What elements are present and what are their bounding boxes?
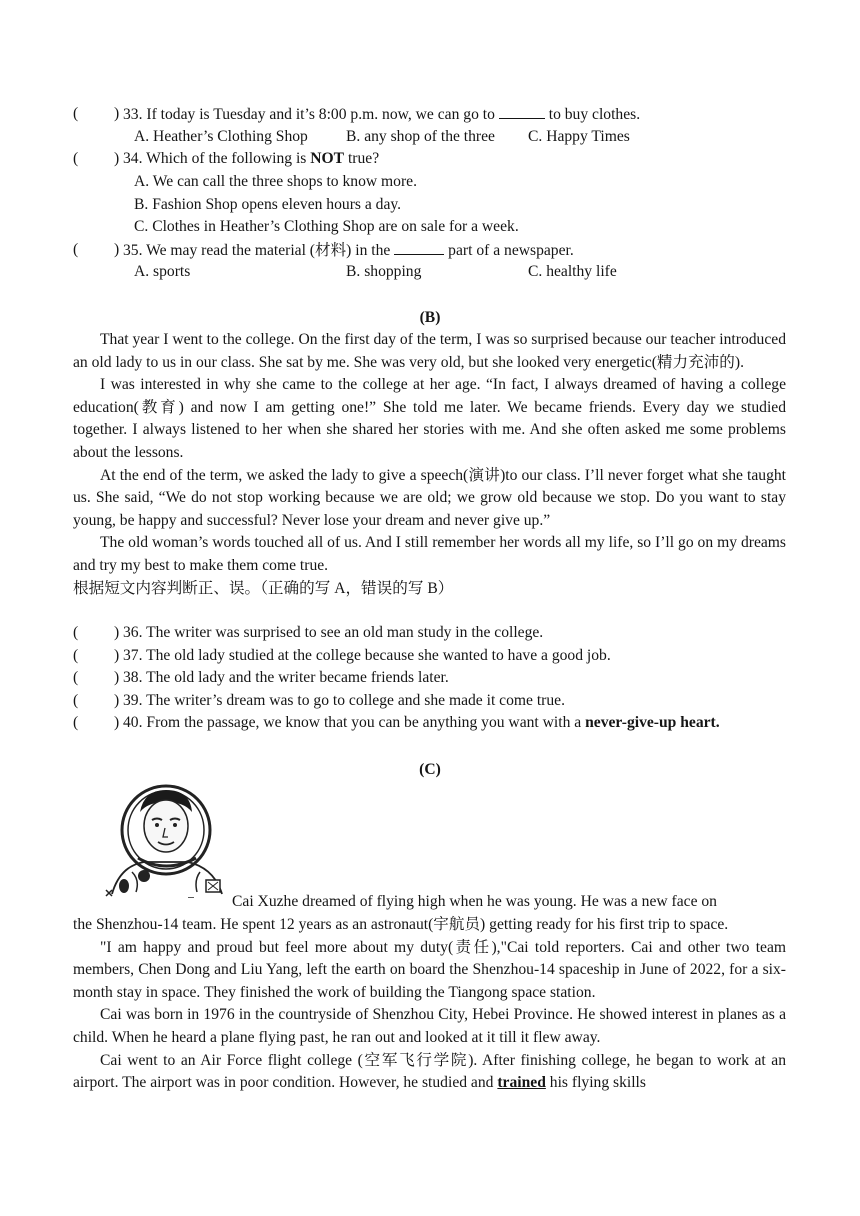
passage-paragraph: I was interested in why she came to the college at her age. “In fact, I always dreamed of having a college education(教育) and now I am getting one!” She told me later. We became friends. Every day we studied together. I always listened to her when she shared her stories with me. And she often asked me some problems about the lessons.	[73, 376, 786, 461]
question-text: 40. From the passage, we know that you can be anything you want with a	[123, 714, 582, 731]
passage-text: Cai went to an Air Force flight college (空军飞行学院). After finishing college, he began to work at an airport. The airport was in poor condition. However, he studied and	[73, 1051, 786, 1092]
instruction-text: 根据短文内容判断正、误。（正确的写 A，错误的写 B）	[73, 579, 454, 597]
answer-paren-close: )	[114, 692, 120, 709]
answer-blank	[499, 104, 545, 119]
question-text: 33. If today is Tuesday and it’s 8:00 p.m. now, we can go to	[123, 106, 495, 123]
passage-paragraph: the Shenzhou-14 team. He spent 12 years as an astronaut(宇航员) getting ready for his first trip to space.	[73, 916, 729, 933]
emphasis-not: NOT	[310, 150, 345, 167]
answer-paren-open: (	[73, 714, 79, 731]
answer-paren-open: (	[73, 150, 79, 167]
passage-paragraph: Cai was born in 1976 in the countryside of Shenzhou City, Hebei Province. He showed interest in planes as a child. When he heard a plane flying past, he ran out and looked at it till it flew away.	[73, 1006, 786, 1046]
answer-paren-open: (	[73, 105, 79, 122]
section-b-passage	[73, 329, 786, 600]
answer-paren-close: )	[114, 105, 120, 122]
answer-paren-open: (	[73, 692, 79, 709]
question-text: 34. Which of the following is	[123, 150, 307, 167]
question-text: 37. The old lady studied at the college because she wanted to have a good job.	[123, 647, 611, 664]
underlined-word: trained	[497, 1074, 546, 1092]
answer-blank	[394, 240, 444, 255]
answer-paren-open: (	[73, 241, 79, 258]
answer-paren-open: (	[73, 647, 79, 664]
section-c-passage	[73, 914, 786, 1095]
question-text-after: part of a newspaper.	[448, 242, 574, 259]
option-a: A. Heather’s Clothing Shop	[134, 128, 308, 145]
option-a: A. sports	[134, 263, 191, 280]
question-text: 39. The writer’s dream was to go to college and she made it come true.	[123, 692, 565, 709]
answer-paren-open: (	[73, 624, 79, 641]
answer-paren-close: )	[114, 241, 120, 258]
astronaut-illustration	[104, 782, 230, 898]
answer-paren-close: )	[114, 714, 120, 731]
option-c: C. Happy Times	[528, 128, 630, 145]
question-40-text	[123, 713, 720, 733]
question-34-text	[123, 149, 379, 169]
question-text-after: to buy clothes.	[548, 106, 641, 123]
passage-paragraph-last	[73, 1050, 786, 1095]
passage-paragraph: "I am happy and proud but feel more about my duty(责任),"Cai told reporters. Cai and other two team members, Chen Dong and Liu Yang, left the earth on board the Shenzhou-14 spaceship in June of 2022, for a six-month stay in space. They finished the work of building the Tiangong space station.	[73, 938, 786, 1001]
answer-paren-close: )	[114, 150, 120, 167]
option-b: B. any shop of the three	[346, 128, 495, 145]
section-c-first-line: Cai Xuzhe dreamed of flying high when he was young. He was a new face on	[232, 893, 717, 910]
question-text: 38. The old lady and the writer became friends later.	[123, 669, 449, 686]
question-text-after: true?	[347, 150, 380, 167]
answer-paren-open: (	[73, 669, 79, 686]
emphasis-phrase: never-give-up heart.	[585, 714, 720, 731]
question-35-text	[123, 240, 574, 261]
answer-paren-close: )	[114, 647, 120, 664]
passage-text-after: his flying skills	[549, 1074, 646, 1092]
section-c-heading: (C)	[419, 761, 441, 778]
option-a: A. We can call the three shops to know more.	[134, 173, 417, 190]
passage-paragraph: That year I went to the college. On the first day of the term, I was so surprised because our teacher introduced an old lady to us in our class. She sat by me. She was very old, but she looked very energetic(精力充沛的).	[73, 331, 786, 371]
option-b: B. shopping	[346, 263, 422, 280]
question-text: 36. The writer was surprised to see an old man study in the college.	[123, 624, 544, 641]
option-c: C. healthy life	[528, 263, 617, 280]
option-b: B. Fashion Shop opens eleven hours a day.	[134, 196, 402, 213]
passage-paragraph: At the end of the term, we asked the lady to give a speech(演讲)to our class. I’ll never forget what she taught us. She said, “We do not stop working because we are old; we grow old because we stop. Do you want to stay young, be happy and successful? Never lose your dream and never give up.”	[73, 466, 786, 529]
answer-paren-close: )	[114, 669, 120, 686]
question-text: 35. We may read the material (材料) in the	[123, 242, 391, 259]
passage-paragraph: The old woman’s words touched all of us. And I still remember her words all my life, so I’ll go on my dreams and try my best to make them come true.	[73, 534, 786, 574]
option-c: C. Clothes in Heather’s Clothing Shop are on sale for a week.	[134, 218, 519, 235]
section-b-heading: (B)	[419, 309, 441, 326]
answer-paren-close: )	[114, 624, 120, 641]
question-33-text	[123, 104, 640, 125]
